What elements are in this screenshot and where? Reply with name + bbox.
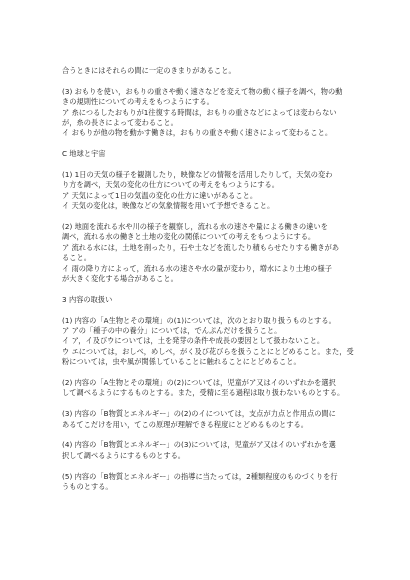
blank-line	[62, 212, 362, 222]
text-line: 粉については，虫や風が関係していることに触れることにとどめること。	[62, 357, 301, 367]
blank-line	[62, 160, 362, 170]
document-body	[62, 66, 362, 493]
text-line: (2) 地面を流れる水や川の様子を観察し，流れる水の速さや量による働きの違いを	[62, 222, 328, 232]
text-line: C 地球と宇宙	[62, 149, 106, 159]
text-line: (3) 内容の「B物質とエネルギー」の(2)のイについては，支点が力点と作用点の間に	[62, 409, 336, 419]
text-line: イ ア，イ及びウについては，土を発芽の条件や成長の要因として扱わないこと。	[62, 336, 325, 346]
blank-line	[62, 284, 362, 294]
text-line: ア 糸につるしたおもりが1往復する時間は，おもりの重さなどによっては変わらない	[62, 107, 337, 117]
text-line: イ おもりが他の物を動かす働きは，おもりの重さや動く速さによって変わること。	[62, 128, 333, 138]
text-line: り方を調べ，天気の変化の仕方についての考えをもつようにする。	[62, 180, 279, 190]
text-line: ること。	[62, 253, 91, 263]
text-line: あるてこだけを用い，てこの原理が理解できる程度にとどめるものとする。	[62, 419, 309, 429]
blank-line	[62, 139, 362, 149]
text-line: イ 雨の降り方によって，流れる水の速さや水の量が変わり，増水により土地の様子	[62, 263, 332, 273]
text-line: して調べるようにするものとする。また，受精に至る過程は取り扱わないものとする。	[62, 388, 345, 398]
text-line: (1) 内容の「A生物とその環境」の(1)については，次のとおり取り扱うものとする。	[62, 315, 336, 325]
blank-line	[62, 76, 362, 86]
text-line: (5) 内容の「B物質とエネルギー」の指導に当たっては，2種類程度のものづくりを行	[62, 471, 338, 481]
text-line: (1) 1日の天気の様子を観測したり，映像などの情報を活用したりして，天気の変わ	[62, 170, 333, 180]
text-line: ア 天気によって1日の気温の変化の仕方に違いがあること。	[62, 190, 258, 200]
text-line: (3) おもりを使い，おもりの重さや動く速さなどを変えて物の動く様子を調べ，物の動	[62, 86, 343, 96]
text-line: ア アの「種子の中の養分」については，でんぷんだけを扱うこと。	[62, 326, 282, 336]
blank-line	[62, 430, 362, 440]
text-line: (2) 内容の「A生物とその環境」の(2)については，児童がア又はイのいずれかを選択	[62, 378, 336, 388]
text-line: (4) 内容の「B物質とエネルギー」の(3)については，児童がア又はイのいずれかを選	[62, 440, 336, 450]
blank-line	[62, 305, 362, 315]
text-line: イ 天気の変化は，映像などの気象情報を用いて予想できること。	[62, 201, 275, 211]
text-line: ア 流れる水には，土地を削ったり，石や土などを流したり積もらせたりする働きがあ	[62, 242, 340, 252]
text-line: 合うときにはそれらの間に一定のきまりがあること。	[62, 66, 236, 75]
text-line: うものとする。	[62, 482, 113, 492]
blank-line	[62, 461, 362, 471]
blank-line	[62, 399, 362, 409]
blank-line	[62, 368, 362, 378]
text-line: ウ エについては，おしべ，めしべ，がく及び花びらを扱うことにとどめること。また，受	[62, 346, 354, 356]
text-line: きの規則性についての考えをもつようにする。	[62, 97, 214, 107]
text-line: が，糸の長さによって変わること。	[62, 118, 178, 128]
text-line: が大きく変化する場合があること。	[62, 274, 178, 284]
text-line: 択して調べるようにするものとする。	[62, 450, 186, 460]
text-line: 調べ，流れる水の働きと土地の変化の関係についての考えをもつようにする。	[62, 232, 316, 242]
text-line: 3 内容の取扱い	[62, 294, 113, 304]
